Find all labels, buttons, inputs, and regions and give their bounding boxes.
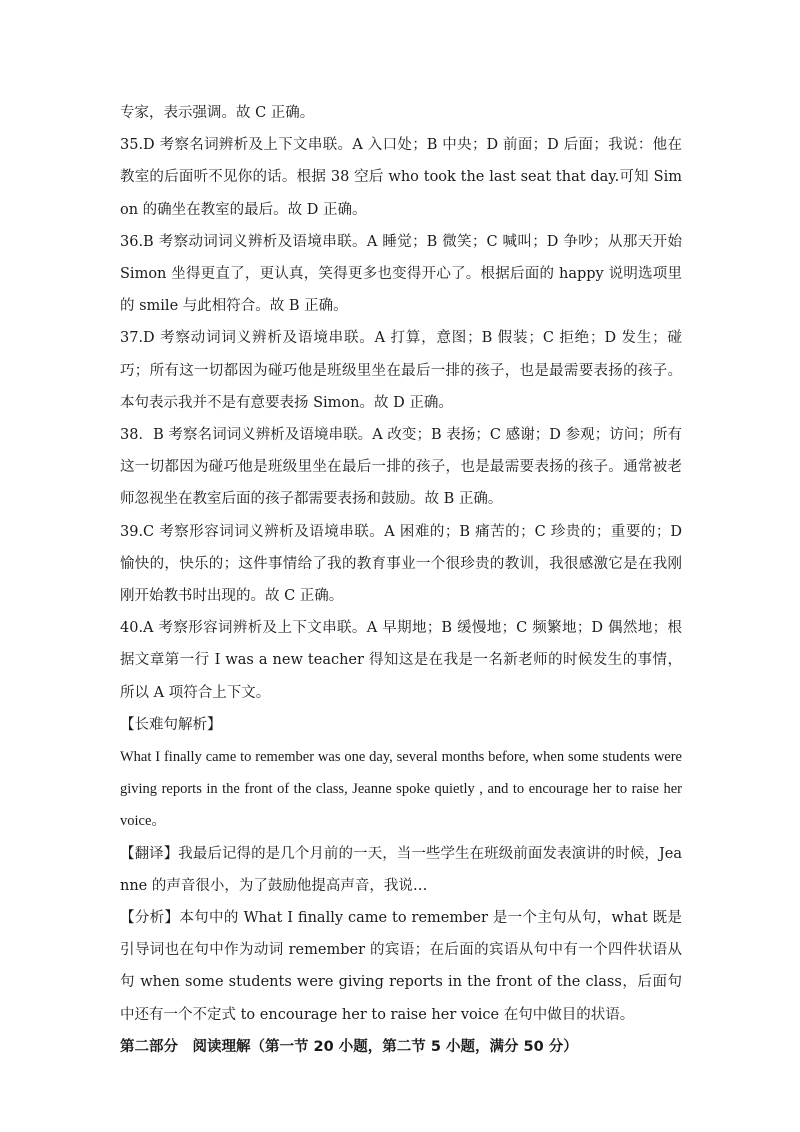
answer-38: 38．B 考察名词词义辨析及语境串联。A 改变；B 表扬；C 感谢；D 参观；访问；所有这一切都因为碰巧他是班级里坐在最后一排的孩子，也是最需要表扬的孩子。通常被老师忽视坐在教室后面的孩子都需要表扬和鼓励。故 B 正确。 — [120, 427, 682, 508]
answer-36: 36.B 考察动词词义辨析及语境串联。A 睡觉；B 微笑；C 喊叫；D 争吵；从那天开始 Simon 坐得更直了，更认真，笑得更多也变得开心了。根据后面的 happy 说明选项里的 smile 与此相符合。故 B 正确。 — [120, 233, 682, 315]
answer-39: 39.C 考察形容词词义辨析及语境串联。A 困难的；B 痛苦的；C 珍贵的；重要的；D 愉快的，快乐的；这件事情给了我的教育事业一个很珍贵的教训，我很感激它是在我刚刚开始教书时出现的。故 C 正确。 — [120, 523, 682, 605]
english-sentence: What I finally came to remember was one day, several months before, when some students were giving reports in the front of the class, Jeanne spoke quietly , and to encourage her to raise her voice。 — [120, 749, 682, 830]
answer-40: 40.A 考察形容词辨析及上下文串联。A 早期地；B 缓慢地；C 频繁地；D 偶然地；根据文章第一行 I was a new teacher 得知这是在我是一名新老师的时候发生的事情，所以 A 项符合上下文。 — [120, 620, 682, 701]
answer-37: 37.D 考察动词词义辨析及语境串联。A 打算，意图；B 假装；C 拒绝；D 发生；碰巧；所有这一切都因为碰巧他是班级里坐在最后一排的孩子，也是最需要表扬的孩子。本句表示我并不是有意要表扬 Simon。故 D 正确。 — [120, 330, 682, 411]
analysis: 【分析】本句中的 What I finally came to remember 是一个主句从句，what 既是引导词也在句中作为动词 remember 的宾语；在后面的宾语从句中有一个四件状语从句 when some students were giving reports in the front of the class，后面句中还有一个不定式 to encourage her to raise her voice 在句中做目的状语。 — [120, 910, 682, 1023]
paragraph-continuation: 专家，表示强调。故 C 正确。 — [120, 105, 315, 121]
section-title: 【长难句解析】 — [120, 716, 222, 733]
answer-35: 35.D 考察名词辨析及上下文串联。A 入口处；B 中央；D 前面；D 后面；我说：他在教室的后面听不见你的话。根据 38 空后 who took the last seat that day.可知 Simon 的确坐在教室的最后。故 D 正确。 — [120, 137, 682, 218]
document-page — [120, 97, 682, 1063]
part-two-heading: 第二部分 阅读理解（第一节 20 小题，第二节 5 小题，满分 50 分） — [120, 1038, 578, 1055]
translation: 【翻译】我最后记得的是几个月前的一天，当一些学生在班级前面发表演讲的时候，Jeanne 的声音很小，为了鼓励他提高声音，我说… — [120, 845, 682, 894]
